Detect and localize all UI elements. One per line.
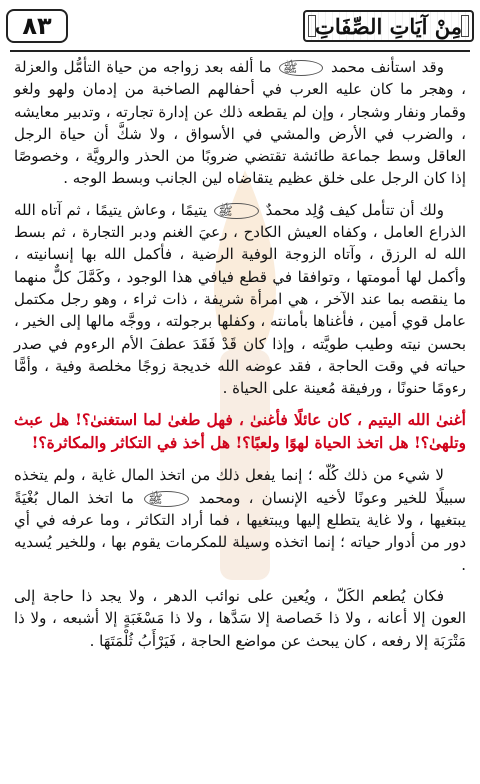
header-divider	[10, 50, 470, 52]
highlighted-question: أغنىٰ الله اليتيم ، كان عائلًا فأغنىٰ ، فهل طغىٰ لما استغنىٰ؟! هل عبث وتلهىٰ؟! هل اتخذ الحياة لهوًا ولعبًا؟! هل أخذ في التكاثر والمكاثرة؟!	[14, 410, 466, 453]
salawat-symbol: ﷺ	[144, 491, 189, 507]
paragraph: فكان يُطعم الكَلّ ، ويُعين على نوائب الدهر ، ولا يجد ذا حاجة إلى العون إلا أعانه ، ولا ذا خَصاصة إلا سَدَّها ، ولا ذا مَسْغَبَةٍ إلا أشبعه ، ولا ذا مَتْرَبَة إلا رفعه ، كان يبحث عن مواضع الحاجة ، فَيَرْأَبُ ثُلْمَتَهَا .	[14, 586, 467, 650]
page-header	[6, 6, 474, 46]
page-body	[14, 56, 466, 762]
paragraph: وقد استأنف محمد ﷺ ما ألفه بعد زواجه من حياة التأمُّل والعزلة ، وهجر ما كان عليه العرب في أحفالهم الصاخبة من إدمان ولهو ولغو وقمار ونفار وشجار ، وإن لم يقطعه ذلك عن إدارة تجارته ، وتدبير معايشه ، والضرب في الأرض والمشي في الأسواق ، ولا شكَّ أن حياة الرجل العاقل وسط جماعة طائشة تقتضي ضروبًا من الحذر والرويَّة ، وخصوصًا إذا كان الرجل على خلق عظيم يتقاضاه لين الجانب وبسط الوجه .	[14, 58, 466, 188]
paragraph: ولك أن تتأمل كيف وُلِد محمدٌ ﷺ يتيمًا ، وعاش يتيمًا ، ثم آتاه الله الذراع العامل ، وكفاه العيش الكادح ، رعيَ الغنم ودبر التجارة ، ثم بسط الله له الرزق ، وآتاه الزوجة الوفية الرضية ، فأكمل الله بها إنسانيته ، وأكمل لها أمومتها ، وتوافقا في قطع فيافي هذا الوجود ، وكَمَّلَ كلٌّ منهما ما ينقصه بما عند الآخر ، هي امرأة شريفة ، ذات ثراء ، وهو رجل مكتمل عامل قوي أمين ، فأغناها بأمانته ، وكفلها برجولته ، ووجَّه مالها إلى الخير ، بحسن نيته وطيب طويَّته ، وإذا كان قَدْ فَقَدَ عطفَ الأم الرءوم في صدر حياته في وقت الحاجة ، فقد عوضه الله خديجة زوجًا مخلصة وفية ، وأمًّا رءومًا حنونًا ، ورفيقة مُعينة على الحياة .	[14, 200, 466, 398]
running-title: مِنْ آيَاتِ الصِّفَاتِ	[303, 10, 474, 42]
page-number: ٨٣	[6, 9, 68, 43]
salawat-symbol: ﷺ	[214, 203, 259, 219]
salawat-symbol: ﷺ	[279, 60, 324, 76]
paragraph: لا شيء من ذلك كُلّه ؛ إنما يفعل ذلك من اتخذ المال غاية ، ولم يتخذه سبيلًا للخير وعونًا لأخيه الإنسان ، ومحمد ﷺ ما اتخذ المال بُغْيَةً يبتغيها ، ولا غاية يتطلع إليها ويبتغيها ، فما أراد التكاثر ، وما عرفه في أي دور من أدوار حياته ؛ إنما اتخذه وسيلة للمكرمات يقوم بها ، وللخير يُسديه .	[14, 466, 466, 574]
